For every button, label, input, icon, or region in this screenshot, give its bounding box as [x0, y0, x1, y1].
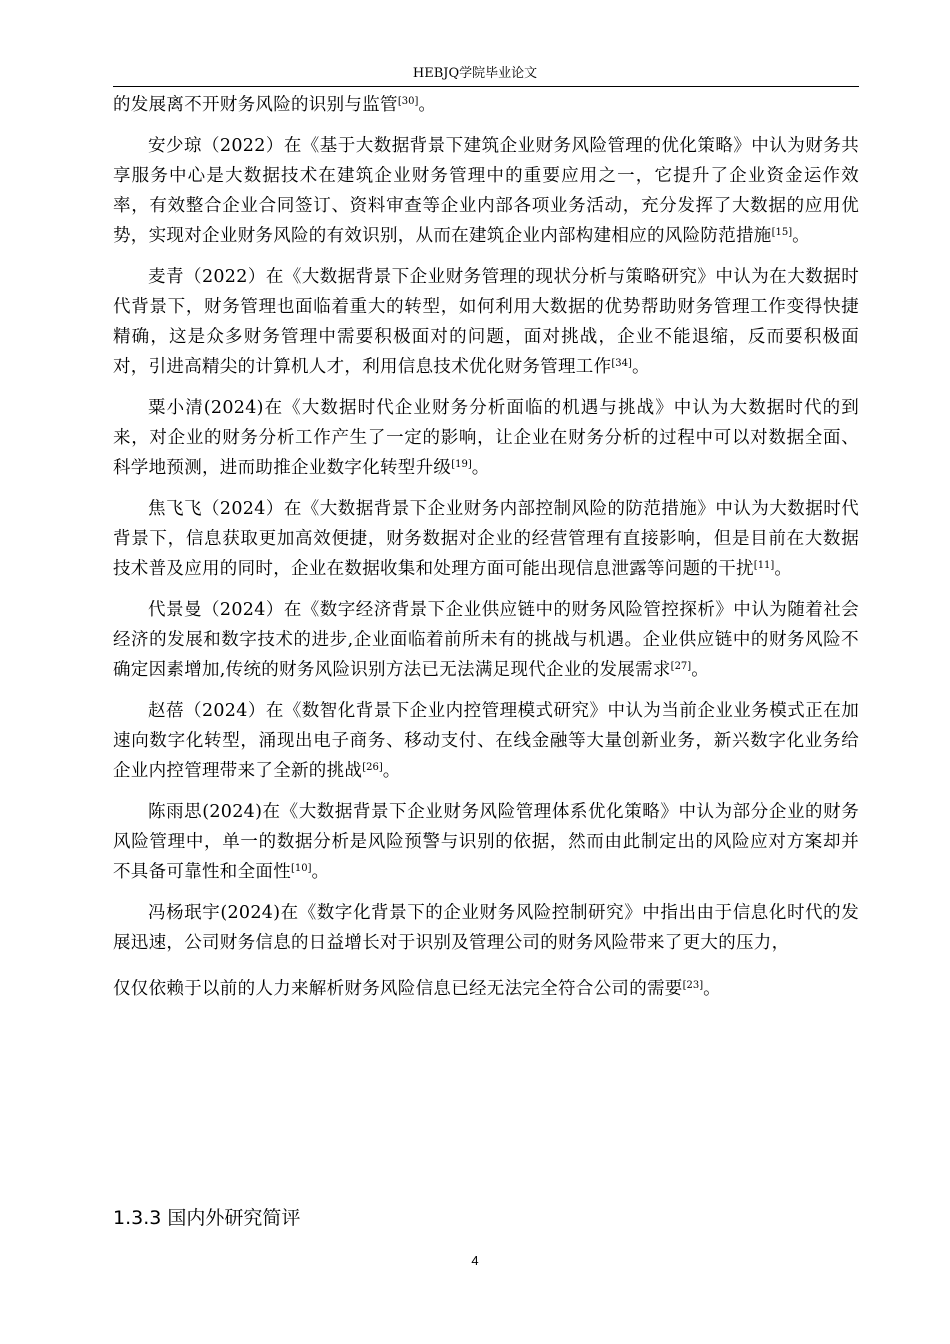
citation: [15] — [771, 227, 793, 238]
header-rule — [113, 86, 859, 87]
citation: [23] — [682, 980, 704, 991]
citation: [19] — [451, 459, 472, 470]
citation: [26] — [362, 762, 383, 773]
paragraph: 粟小清(2024)在《大数据时代企业财务分析面临的机遇与挑战》中认为大数据时代的到来，对企业的财务分析工作产生了一定的影响，让企业在财务分析的过程中可以对数据全面、科学地预测，进而助推企业数字化转型升级[19]。 — [113, 398, 859, 478]
paragraph: 的发展离不开财务风险的识别与监管[30]。 — [113, 95, 437, 115]
running-header: HEBJQ学院毕业论文 — [412, 66, 538, 81]
paragraph: 赵蓓（2024）在《数智化背景下企业内控管理模式研究》中认为当前企业业务模式正在加速向数字化转型，涌现出电子商务、移动支付、在线金融等大量创新业务，新兴数字化业务给企业内控管理带来了全新的挑战[26]。 — [113, 701, 859, 781]
section-heading: 1.3.3 国内外研究简评 — [113, 1207, 301, 1229]
citation: [30] — [397, 96, 419, 107]
paragraph: 麦青（2022）在《大数据背景下企业财务管理的现状分析与策略研究》中认为在大数据时代背景下，财务管理也面临着重大的转型，如何利用大数据的优势帮助财务管理工作变得快捷精确，这是众多财务管理中需要积极面对的问题，面对挑战，企业不能退缩，反而要积极面对，引进高精尖的计算机人才，利用信息技术优化财务管理工作[34]。 — [113, 267, 859, 377]
paragraph: 安少琼（2022）在《基于大数据背景下建筑企业财务风险管理的优化策略》中认为财务共享服务中心是大数据技术在建筑企业财务管理中的重要应用之一，它提升了企业资金运作效率，有效整合企业合同签订、资料审查等企业内部各项业务活动，充分发挥了大数据的应用优势，实现对企业财务风险的有效识别，从而在建筑企业内部构建相应的风险防范措施[15]。 — [113, 136, 859, 246]
paragraph: 陈雨思(2024)在《大数据背景下企业财务风险管理体系优化策略》中认为部分企业的财务风险管理中，单一的数据分析是风险预警与识别的依据，然而由此制定出的风险应对方案却并不具备可靠性和全面性[10]。 — [113, 802, 859, 882]
citation: [11] — [753, 560, 775, 571]
citation: [34] — [611, 358, 632, 369]
citation: [27] — [670, 661, 692, 672]
paragraph: 冯杨珉宇(2024)在《数字化背景下的企业财务风险控制研究》中指出由于信息化时代的发展迅速，公司财务信息的日益增长对于识别及管理公司的财务风险带来了更大的压力， — [113, 903, 859, 953]
body-text — [113, 90, 859, 1015]
citation: [10] — [291, 863, 312, 874]
paragraph: 代景曼（2024）在《数字经济背景下企业供应链中的财务风险管控探析》中认为随着社会经济的发展和数字技术的进步,企业面临着前所未有的挑战与机遇。企业供应链中的财务风险不确定因素增加,传统的财务风险识别方法已无法满足现代企业的发展需求[27]。 — [113, 600, 859, 680]
paragraph: 焦飞飞（2024）在《大数据背景下企业财务内部控制风险的防范措施》中认为大数据时代背景下，信息获取更加高效便捷，财务数据对企业的经营管理有直接影响，但是目前在大数据技术普及应用的同时，企业在数据收集和处理方面可能出现信息泄露等问题的干扰[11]。 — [113, 499, 859, 579]
paragraph: 仅仅依赖于以前的人力来解析财务风险信息已经无法完全符合公司的需要[23]。 — [113, 979, 721, 999]
page-number: 4 — [471, 1253, 479, 1268]
